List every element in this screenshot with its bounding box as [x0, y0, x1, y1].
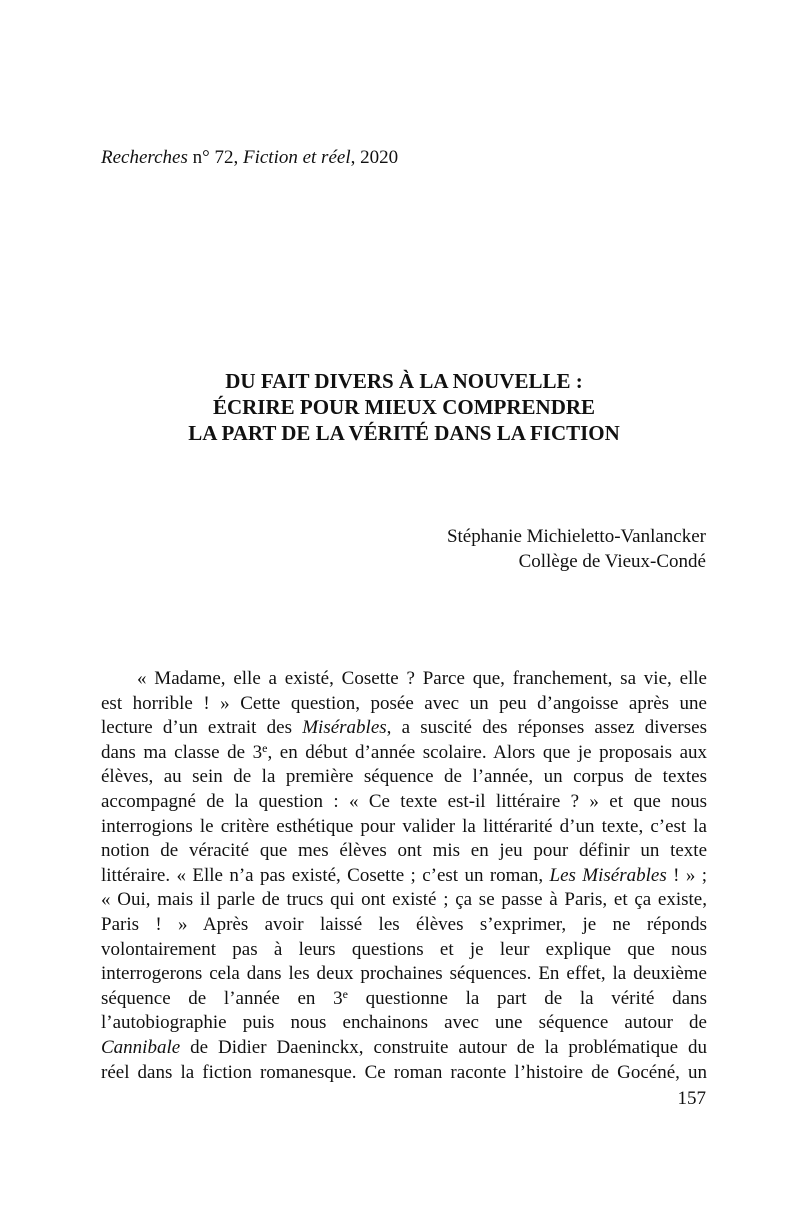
title-line-1: DU FAIT DIVERS À LA NOUVELLE :	[225, 369, 583, 393]
book-title: Misérables	[302, 717, 387, 739]
text-line: notion de véracité que mes élèves ont mis en jeu pour définir un texte	[101, 840, 707, 862]
text-line	[101, 864, 707, 889]
title-line-2: ÉCRIRE POUR MIEUX COMPRENDRE	[212, 395, 596, 419]
text-run: , en début d’année scolaire. Alors que je proposais aux	[267, 741, 707, 763]
book-title: Les Misérables	[549, 864, 667, 886]
text-line: interrogerons cela dans les deux prochaines séquences. En effet, la deuxième	[101, 963, 707, 985]
text-line: élèves, au sein de la première séquence de l’année, un corpus de textes	[101, 766, 707, 788]
page-number: 157	[677, 1088, 706, 1109]
book-title: Cannibale	[101, 1036, 181, 1058]
text-line: « Oui, mais il parle de trucs qui ont existé ; ça se passe à Paris, et ça existe,	[101, 889, 707, 911]
title-line-3: LA PART DE LA VÉRITÉ DANS LA FICTION	[188, 421, 620, 445]
author-block	[447, 524, 706, 574]
text-line: l’autobiographie puis nous enchainons avec une séquence autour de	[101, 1012, 707, 1034]
issue-number: n° 72,	[187, 147, 243, 168]
text-line	[101, 987, 707, 1012]
text-run: questionne la part de la vérité dans	[347, 987, 707, 1009]
text-line: réel dans la fiction romanesque. Ce roman raconte l’histoire de Gocéné, un	[101, 1061, 707, 1083]
body-paragraph	[101, 667, 707, 1085]
text-run: dans ma classe de 3	[101, 741, 263, 763]
text-run: séquence de l’année en 3	[101, 987, 343, 1009]
article-title	[101, 368, 707, 446]
text-line: « Madame, elle a existé, Cosette ? Parce que, franchement, sa vie, elle	[137, 668, 707, 689]
text-run: lecture d’un extrait des	[101, 717, 303, 739]
text-line: accompagné de la question : « Ce texte est-il littéraire ? » et que nous	[101, 790, 707, 812]
text-line	[101, 716, 707, 741]
text-line: volontairement pas à leurs questions et je leur explique que nous	[101, 938, 707, 960]
text-line: est horrible ! » Cette question, posée avec un peu d’angoisse après une	[101, 692, 707, 714]
text-line	[101, 741, 707, 766]
text-line	[101, 1036, 707, 1061]
superscript: e	[262, 740, 268, 755]
issue-year: , 2020	[350, 147, 399, 168]
issue-theme: Fiction et réel	[242, 147, 351, 168]
text-run: , a suscité des réponses assez diverses	[386, 717, 707, 739]
journal-name: Recherches	[101, 147, 188, 168]
text-run: littéraire. « Elle n’a pas existé, Cosette ; c’est un roman,	[101, 864, 550, 886]
running-header	[101, 146, 398, 170]
author-name: Stéphanie Michieletto-Vanlancker	[446, 526, 706, 547]
text-run: de Didier Daeninckx, construite autour de la problématique du	[180, 1036, 707, 1058]
text-line: Paris ! » Après avoir laissé les élèves s’exprimer, je ne réponds	[101, 913, 707, 935]
superscript: e	[342, 986, 348, 1001]
author-affiliation: Collège de Vieux-Condé	[518, 551, 706, 572]
text-run: ! » ;	[666, 864, 707, 886]
text-line: interrogions le critère esthétique pour valider la littérarité d’un texte, c’est la	[101, 815, 707, 837]
